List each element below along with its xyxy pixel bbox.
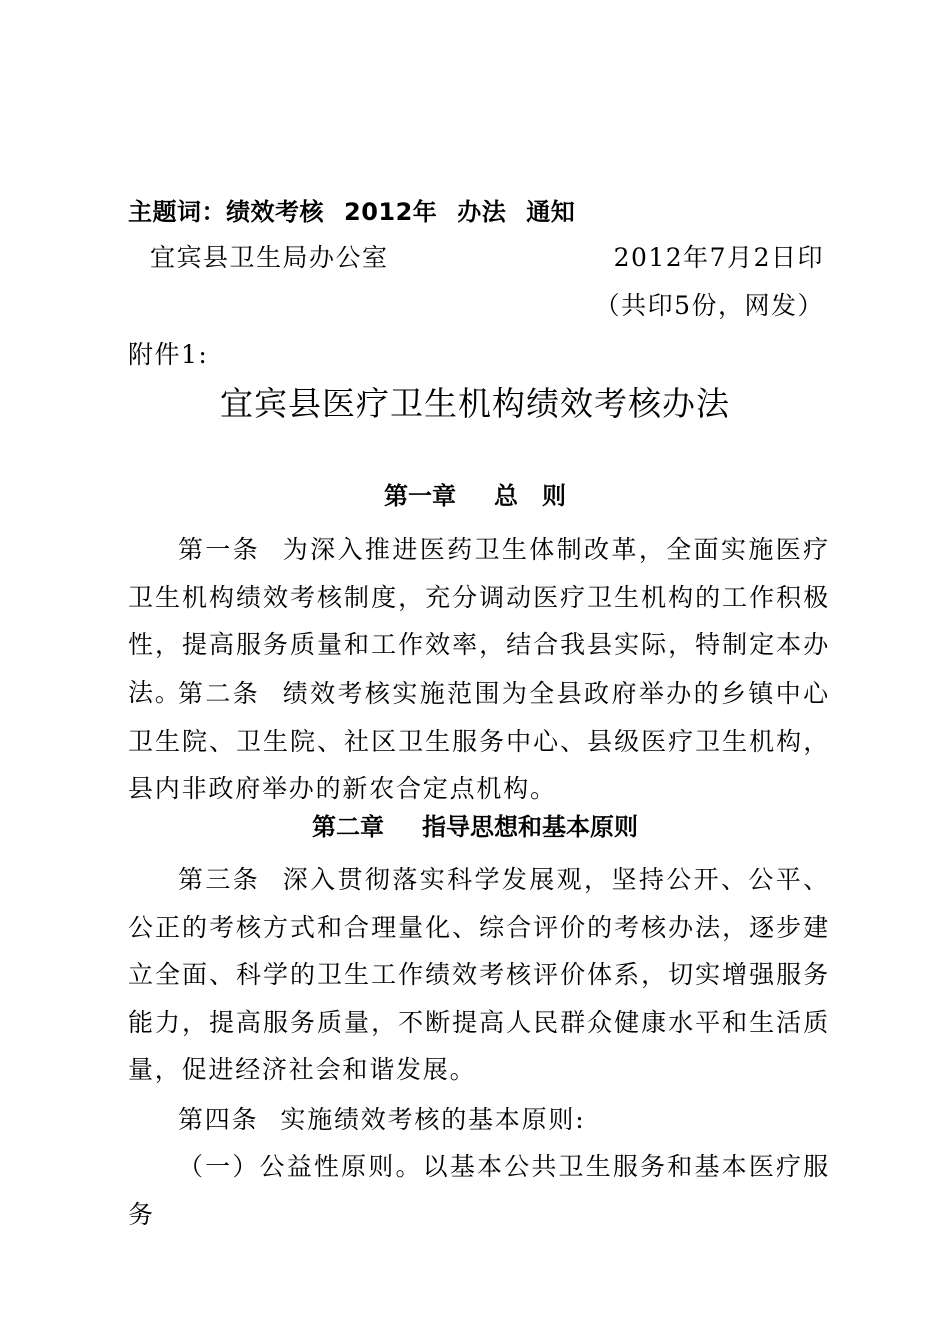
article-paragraph: [128, 856, 830, 1093]
subject-term: 通知: [526, 198, 576, 226]
issuing-office: 宜宾县卫生局办公室: [150, 243, 389, 272]
subject-term: 绩效考核: [226, 198, 324, 226]
article-paragraph: [128, 1096, 830, 1143]
attachment-label: 附件1:: [128, 340, 209, 369]
subject-term: 办法: [457, 198, 507, 226]
article-label: 第一条: [178, 535, 261, 564]
subject-label: 主题词：: [128, 198, 226, 226]
chapter-name: 总 则: [494, 482, 566, 510]
chapter-number: 第一章: [384, 482, 456, 510]
article-label: 第四条: [178, 1105, 259, 1134]
article-text: 为深入推进医药卫生体制改革，全面实施医疗卫生机构绩效考核制度，充分调动医疗卫生机构的工作积极性，提高服务质量和工作效率，结合我县实际，特制定本办法。: [128, 535, 830, 707]
chapter-heading: [0, 812, 950, 842]
subject-keywords: [128, 197, 575, 227]
chapter-number: 第二章: [312, 813, 384, 841]
chapter-name: 指导思想和基本原则: [422, 813, 638, 841]
copies-note: （共印5份，网发）: [594, 291, 824, 320]
clause-paragraph: （一）公益性原则。以基本公共卫生服务和基本医疗服务: [128, 1152, 830, 1229]
article-text: 实施绩效考核的基本原则:: [280, 1105, 586, 1134]
article-label: 第二条: [178, 679, 261, 708]
article-text: 深入贯彻落实科学发展观，坚持公开、公平、公正的考核方式和合理量化、综合评价的考核办法，逐步建立全面、科学的卫生工作绩效考核评价体系，切实增强服务能力，提高服务质量，不断提高人民群众健康水平和生活质量，促进经济社会和谐发展。: [128, 865, 830, 1084]
subject-term: 2012年: [344, 198, 438, 226]
chapter-heading: [0, 481, 950, 511]
print-date: 2012年7月2日印: [613, 243, 824, 272]
article-paragraph: [128, 670, 830, 812]
article-text: 绩效考核实施范围为全县政府举办的乡镇中心卫生院、卫生院、社区卫生服务中心、县级医疗卫生机构，县内非政府举办的新农合定点机构。: [128, 679, 830, 803]
article-label: 第三条: [178, 865, 261, 894]
document-title: 宜宾县医疗卫生机构绩效考核办法: [220, 384, 730, 423]
